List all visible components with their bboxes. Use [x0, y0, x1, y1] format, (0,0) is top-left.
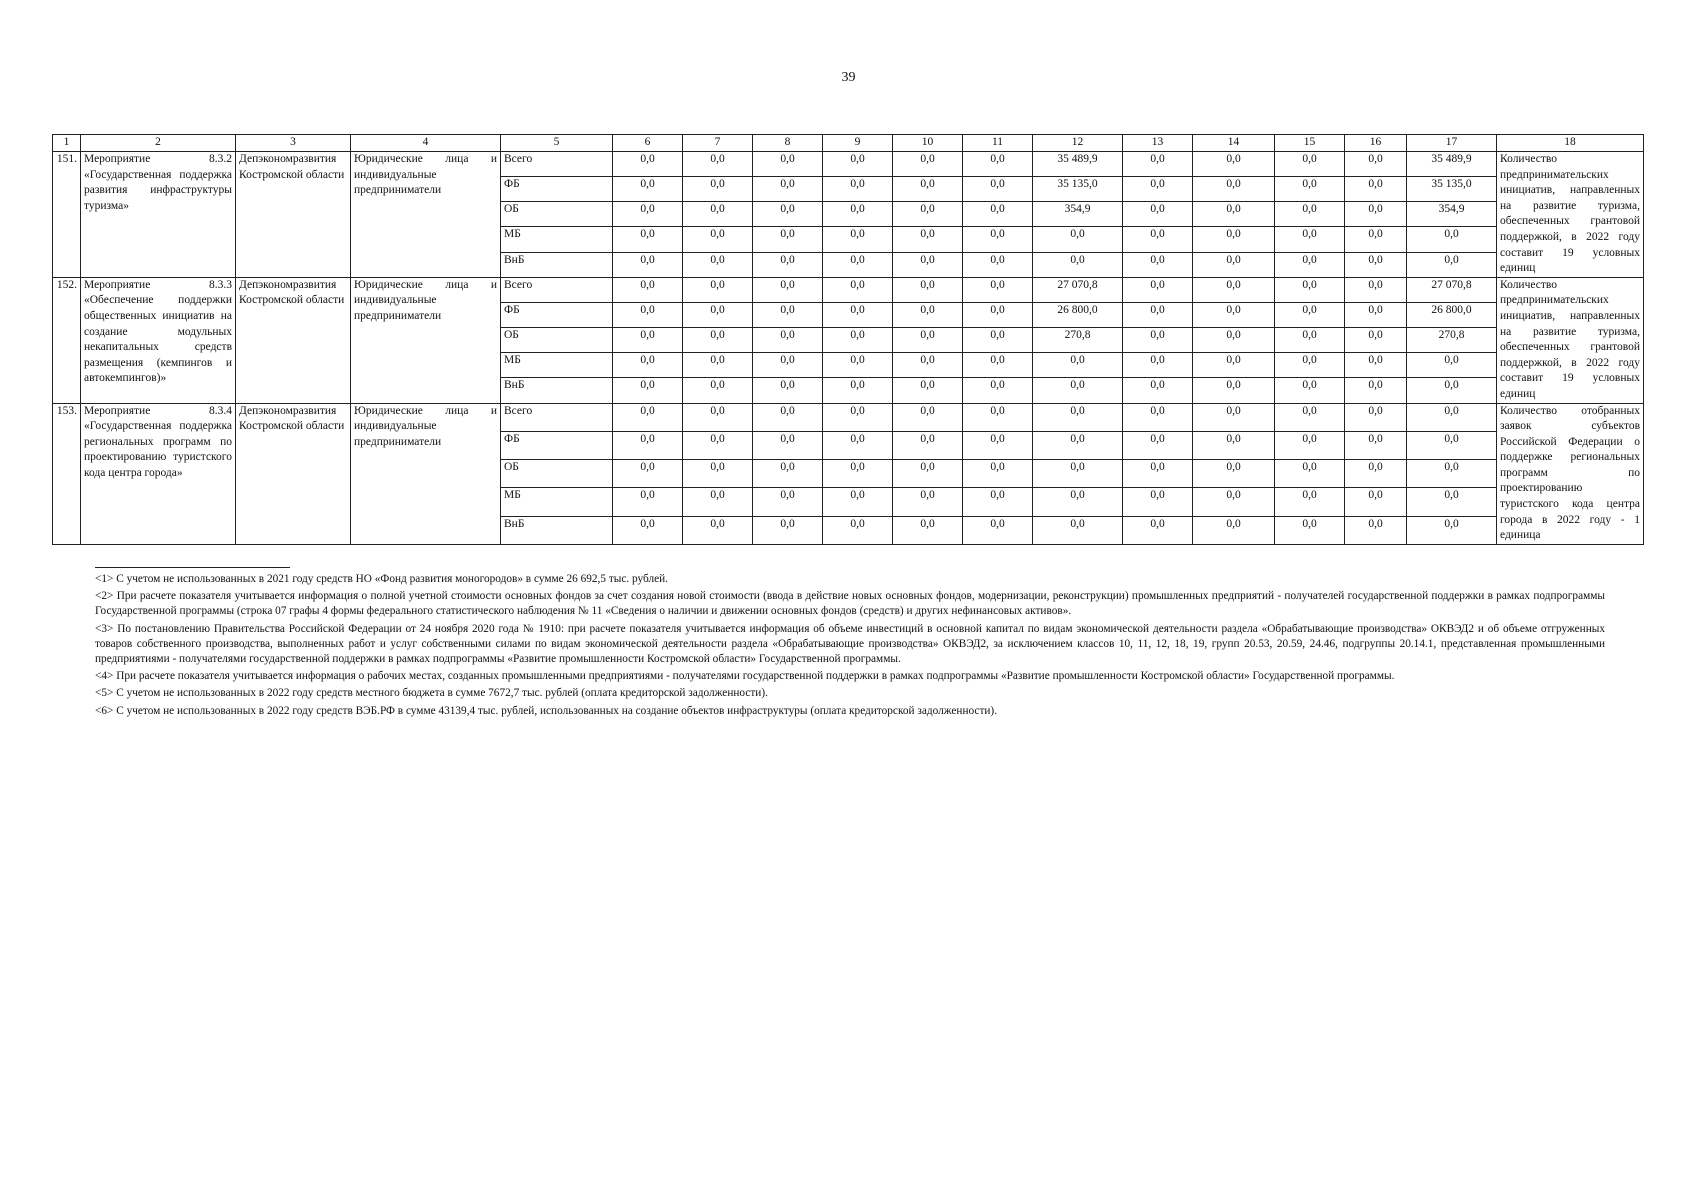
value-cell: 0,0	[613, 488, 683, 516]
value-cell: 0,0	[893, 152, 963, 177]
funding-source: ОБ	[501, 460, 613, 488]
value-cell: 0,0	[753, 431, 823, 459]
table-body	[53, 152, 1644, 545]
funding-source: ОБ	[501, 328, 613, 353]
header-row	[53, 135, 1644, 152]
value-cell: 0,0	[613, 328, 683, 353]
value-cell: 0,0	[753, 516, 823, 544]
funding-source: МБ	[501, 227, 613, 252]
value-cell: 0,0	[823, 378, 893, 403]
value-cell: 35 135,0	[1033, 177, 1123, 202]
value-cell: 0,0	[1193, 378, 1275, 403]
value-cell: 0,0	[613, 302, 683, 327]
footnote: <2> При расчете показателя учитывается информация о полной учетной стоимости основных фондов за счет создания новой стоимости (ввода в действие новых основных фондов, модернизации, реконструкции) промышленных предприятий - получателей государственной поддержки в рамках подпрограммы Государственной программы (строка 07 графы 4 формы федерального статистического наблюдения № 11 «Сведения о наличии и движении основных фондов (средств) и других нефинансовых активов».	[95, 590, 1605, 618]
value-cell: 0,0	[1033, 353, 1123, 378]
value-cell: 0,0	[1123, 403, 1193, 431]
footnotes	[95, 567, 1605, 721]
value-cell: 0,0	[963, 353, 1033, 378]
value-cell: 0,0	[1193, 152, 1275, 177]
value-cell: 0,0	[893, 277, 963, 302]
footnote: <1> С учетом не использованных в 2021 году средств НО «Фонд развития моногородов» в сумме 26 692,5 тыс. рублей.	[95, 573, 668, 585]
value-cell: 35 489,9	[1033, 152, 1123, 177]
table-row	[53, 152, 1644, 177]
column-header: 18	[1497, 135, 1644, 152]
column-header: 8	[753, 135, 823, 152]
value-cell: 0,0	[823, 302, 893, 327]
value-cell: 0,0	[613, 431, 683, 459]
value-cell: 0,0	[823, 460, 893, 488]
value-cell: 0,0	[1345, 202, 1407, 227]
value-cell: 270,8	[1407, 328, 1497, 353]
column-header: 16	[1345, 135, 1407, 152]
footnote: <5> С учетом не использованных в 2022 году средств местного бюджета в сумме 7672,7 тыс. рублей (оплата кредиторской задолженности).	[95, 687, 768, 700]
value-cell: 0,0	[1275, 302, 1345, 327]
value-cell: 0,0	[1123, 378, 1193, 403]
funding-source: Всего	[501, 152, 613, 177]
event-name: Мероприятие 8.3.2 «Государственная поддержка развития инфраструктуры туризма»	[81, 152, 236, 278]
value-cell: 0,0	[963, 488, 1033, 516]
value-cell: 0,0	[683, 378, 753, 403]
participants: Юридические лица и индивидуальные предприниматели	[351, 152, 501, 278]
value-cell: 0,0	[683, 152, 753, 177]
table-row	[53, 277, 1644, 302]
funding-source: Всего	[501, 403, 613, 431]
funding-source: МБ	[501, 353, 613, 378]
value-cell: 0,0	[1123, 302, 1193, 327]
value-cell: 354,9	[1407, 202, 1497, 227]
value-cell: 0,0	[1033, 227, 1123, 252]
funding-source: ФБ	[501, 302, 613, 327]
value-cell: 0,0	[1407, 378, 1497, 403]
value-cell: 0,0	[613, 252, 683, 277]
target-indicator: Количество предпринимательских инициатив, направленных на развитие туризма, обеспеченных грантовой поддержкой, в 2022 году составит 19 условных единиц	[1497, 277, 1644, 403]
funding-source: ФБ	[501, 177, 613, 202]
value-cell: 0,0	[1123, 152, 1193, 177]
value-cell: 0,0	[1275, 328, 1345, 353]
value-cell: 35 135,0	[1407, 177, 1497, 202]
value-cell: 0,0	[963, 516, 1033, 544]
value-cell: 0,0	[1033, 252, 1123, 277]
value-cell: 0,0	[1345, 227, 1407, 252]
value-cell: 0,0	[683, 202, 753, 227]
footnote: <6> С учетом не использованных в 2022 году средств ВЭБ.РФ в сумме 43139,4 тыс. рублей, использованных на создание объектов инфраструктуры (оплата кредиторской задолженности).	[95, 704, 998, 717]
table-row	[53, 403, 1644, 431]
value-cell: 0,0	[1275, 460, 1345, 488]
event-name: Мероприятие 8.3.3 «Обеспечение поддержки общественных инициатив на создание модульных некапитальных средств размещения (кемпингов и автокемпингов)»	[81, 277, 236, 403]
value-cell: 0,0	[1123, 431, 1193, 459]
value-cell: 0,0	[1275, 202, 1345, 227]
value-cell: 0,0	[1193, 177, 1275, 202]
value-cell: 0,0	[1193, 328, 1275, 353]
value-cell: 0,0	[823, 252, 893, 277]
value-cell: 0,0	[1193, 202, 1275, 227]
value-cell: 0,0	[1345, 431, 1407, 459]
value-cell: 0,0	[823, 328, 893, 353]
program-table-wrap	[52, 134, 1643, 545]
value-cell: 0,0	[893, 252, 963, 277]
value-cell: 0,0	[753, 403, 823, 431]
value-cell: 0,0	[823, 202, 893, 227]
value-cell: 0,0	[823, 488, 893, 516]
value-cell: 35 489,9	[1407, 152, 1497, 177]
value-cell: 0,0	[1033, 403, 1123, 431]
event-name: Мероприятие 8.3.4 «Государственная поддержка региональных программ по проектированию туристского кода центра города»	[81, 403, 236, 544]
footnote: <3> По постановлению Правительства Российской Федерации от 24 ноября 2020 года № 1910: при расчете показателя учитывается информация об объеме инвестиций в основной капитал по видам экономической деятельности раздела «Обрабатывающие производства» ОКВЭД2 и об объеме отгруженных товаров собственного производства, выполненных работ и услуг собственными силами по видам экономической деятельности раздела «Обрабатывающие производства» ОКВЭД2, за исключением классов 10, 11, 12, 18, 19, групп 20.53, 20.59, 24.46, подгруппы 20.14.1, представленная промышленными предприятиями - получателями государственной поддержки в рамках подпрограммы «Развитие промышленности Костромской области» Государственной программы.	[95, 622, 1605, 666]
value-cell: 0,0	[1193, 252, 1275, 277]
value-cell: 0,0	[683, 252, 753, 277]
value-cell: 0,0	[753, 152, 823, 177]
value-cell: 0,0	[683, 403, 753, 431]
value-cell: 0,0	[1123, 177, 1193, 202]
value-cell: 0,0	[683, 328, 753, 353]
value-cell: 0,0	[893, 202, 963, 227]
column-header: 3	[236, 135, 351, 152]
value-cell: 0,0	[1345, 378, 1407, 403]
row-number: 153.	[53, 403, 81, 544]
value-cell: 0,0	[1275, 378, 1345, 403]
column-header: 6	[613, 135, 683, 152]
value-cell: 0,0	[753, 302, 823, 327]
column-header: 2	[81, 135, 236, 152]
value-cell: 27 070,8	[1033, 277, 1123, 302]
value-cell: 0,0	[1123, 202, 1193, 227]
value-cell: 0,0	[753, 328, 823, 353]
participants: Юридические лица и индивидуальные предприниматели	[351, 277, 501, 403]
value-cell: 0,0	[823, 403, 893, 431]
value-cell: 0,0	[1275, 403, 1345, 431]
value-cell: 0,0	[1193, 227, 1275, 252]
value-cell: 0,0	[1193, 488, 1275, 516]
target-indicator: Количество отобранных заявок субъектов Российской Федерации о поддержке региональных программ по проектированию туристского кода центра города в 2022 году - 1 единица	[1497, 403, 1644, 544]
value-cell: 0,0	[1275, 177, 1345, 202]
value-cell: 0,0	[963, 202, 1033, 227]
footnote-rule	[95, 567, 290, 568]
value-cell: 0,0	[753, 177, 823, 202]
value-cell: 0,0	[823, 431, 893, 459]
value-cell: 0,0	[613, 460, 683, 488]
value-cell: 0,0	[963, 277, 1033, 302]
participants: Юридические лица и индивидуальные предприниматели	[351, 403, 501, 544]
value-cell: 0,0	[1345, 460, 1407, 488]
value-cell: 0,0	[1345, 328, 1407, 353]
value-cell: 0,0	[1123, 277, 1193, 302]
value-cell: 0,0	[893, 227, 963, 252]
value-cell: 0,0	[1193, 431, 1275, 459]
footnote: <4> При расчете показателя учитывается информация о рабочих местах, созданных промышленными предприятиями - получателями государственной поддержки в рамках подпрограммы «Развитие промышленности Костромской области» Государственной программы.	[95, 670, 1395, 683]
value-cell: 0,0	[963, 403, 1033, 431]
value-cell: 354,9	[1033, 202, 1123, 227]
value-cell: 0,0	[893, 177, 963, 202]
value-cell: 0,0	[1193, 403, 1275, 431]
value-cell: 0,0	[683, 302, 753, 327]
value-cell: 0,0	[753, 227, 823, 252]
value-cell: 0,0	[613, 378, 683, 403]
value-cell: 0,0	[1033, 460, 1123, 488]
column-header: 12	[1033, 135, 1123, 152]
value-cell: 0,0	[753, 202, 823, 227]
value-cell: 0,0	[1345, 353, 1407, 378]
value-cell: 0,0	[1193, 302, 1275, 327]
value-cell: 0,0	[753, 460, 823, 488]
value-cell: 0,0	[1407, 353, 1497, 378]
executor: Депэкономразвития Костромской области	[236, 403, 351, 544]
value-cell: 0,0	[1275, 488, 1345, 516]
column-header: 17	[1407, 135, 1497, 152]
value-cell: 0,0	[1033, 378, 1123, 403]
value-cell: 0,0	[823, 277, 893, 302]
value-cell: 26 800,0	[1407, 302, 1497, 327]
column-header: 13	[1123, 135, 1193, 152]
value-cell: 0,0	[683, 488, 753, 516]
value-cell: 0,0	[1193, 516, 1275, 544]
value-cell: 0,0	[963, 152, 1033, 177]
value-cell: 0,0	[613, 177, 683, 202]
value-cell: 0,0	[963, 177, 1033, 202]
value-cell: 0,0	[1123, 516, 1193, 544]
value-cell: 0,0	[823, 152, 893, 177]
funding-source: ФБ	[501, 431, 613, 459]
value-cell: 0,0	[1407, 488, 1497, 516]
value-cell: 0,0	[1345, 403, 1407, 431]
column-header: 14	[1193, 135, 1275, 152]
value-cell: 0,0	[1407, 516, 1497, 544]
value-cell: 0,0	[893, 328, 963, 353]
value-cell: 0,0	[613, 403, 683, 431]
value-cell: 0,0	[1345, 516, 1407, 544]
row-number: 152.	[53, 277, 81, 403]
value-cell: 0,0	[1275, 516, 1345, 544]
executor: Депэкономразвития Костромской области	[236, 152, 351, 278]
value-cell: 0,0	[683, 353, 753, 378]
value-cell: 0,0	[893, 431, 963, 459]
value-cell: 0,0	[1275, 227, 1345, 252]
value-cell: 0,0	[613, 152, 683, 177]
value-cell: 0,0	[1033, 516, 1123, 544]
value-cell: 0,0	[613, 227, 683, 252]
value-cell: 0,0	[613, 202, 683, 227]
table-header	[53, 135, 1644, 152]
value-cell: 0,0	[683, 177, 753, 202]
value-cell: 0,0	[1123, 227, 1193, 252]
value-cell: 0,0	[613, 353, 683, 378]
value-cell: 0,0	[1193, 277, 1275, 302]
value-cell: 0,0	[893, 460, 963, 488]
value-cell: 0,0	[893, 488, 963, 516]
page-number: 39	[841, 70, 856, 85]
value-cell: 0,0	[1193, 460, 1275, 488]
column-header: 5	[501, 135, 613, 152]
value-cell: 0,0	[823, 353, 893, 378]
value-cell: 0,0	[963, 460, 1033, 488]
value-cell: 0,0	[1345, 277, 1407, 302]
value-cell: 0,0	[683, 460, 753, 488]
value-cell: 0,0	[1033, 488, 1123, 516]
value-cell: 0,0	[753, 277, 823, 302]
value-cell: 0,0	[1345, 488, 1407, 516]
value-cell: 0,0	[1407, 460, 1497, 488]
column-header: 4	[351, 135, 501, 152]
value-cell: 0,0	[683, 227, 753, 252]
value-cell: 0,0	[823, 227, 893, 252]
value-cell: 0,0	[893, 378, 963, 403]
column-header: 10	[893, 135, 963, 152]
value-cell: 0,0	[683, 431, 753, 459]
value-cell: 0,0	[823, 516, 893, 544]
value-cell: 0,0	[753, 378, 823, 403]
column-header: 11	[963, 135, 1033, 152]
value-cell: 0,0	[1275, 277, 1345, 302]
value-cell: 0,0	[753, 488, 823, 516]
column-header: 7	[683, 135, 753, 152]
value-cell: 270,8	[1033, 328, 1123, 353]
value-cell: 0,0	[613, 277, 683, 302]
funding-source: МБ	[501, 488, 613, 516]
value-cell: 0,0	[1345, 252, 1407, 277]
value-cell: 0,0	[1123, 460, 1193, 488]
funding-source: ВнБ	[501, 252, 613, 277]
target-indicator: Количество предпринимательских инициатив, направленных на развитие туризма, обеспеченных грантовой поддержкой, в 2022 году составит 19 условных единиц	[1497, 152, 1644, 278]
value-cell: 0,0	[1345, 302, 1407, 327]
value-cell: 0,0	[613, 516, 683, 544]
column-header: 9	[823, 135, 893, 152]
value-cell: 27 070,8	[1407, 277, 1497, 302]
value-cell: 0,0	[1123, 353, 1193, 378]
footnote-list	[95, 572, 1605, 719]
column-header: 1	[53, 135, 81, 152]
value-cell: 0,0	[893, 353, 963, 378]
value-cell: 0,0	[753, 353, 823, 378]
value-cell: 0,0	[683, 516, 753, 544]
funding-source: ОБ	[501, 202, 613, 227]
value-cell: 0,0	[753, 252, 823, 277]
value-cell: 26 800,0	[1033, 302, 1123, 327]
value-cell: 0,0	[1275, 353, 1345, 378]
value-cell: 0,0	[1407, 403, 1497, 431]
value-cell: 0,0	[1275, 152, 1345, 177]
row-number: 151.	[53, 152, 81, 278]
value-cell: 0,0	[963, 431, 1033, 459]
value-cell: 0,0	[683, 277, 753, 302]
value-cell: 0,0	[1407, 227, 1497, 252]
funding-source: ВнБ	[501, 516, 613, 544]
value-cell: 0,0	[1345, 152, 1407, 177]
program-table	[52, 134, 1644, 545]
funding-source: ВнБ	[501, 378, 613, 403]
value-cell: 0,0	[963, 302, 1033, 327]
value-cell: 0,0	[823, 177, 893, 202]
value-cell: 0,0	[893, 516, 963, 544]
value-cell: 0,0	[963, 328, 1033, 353]
value-cell: 0,0	[1123, 328, 1193, 353]
value-cell: 0,0	[963, 227, 1033, 252]
value-cell: 0,0	[893, 403, 963, 431]
value-cell: 0,0	[893, 302, 963, 327]
column-header: 15	[1275, 135, 1345, 152]
value-cell: 0,0	[1033, 431, 1123, 459]
value-cell: 0,0	[963, 378, 1033, 403]
executor: Депэкономразвития Костромской области	[236, 277, 351, 403]
value-cell: 0,0	[1407, 431, 1497, 459]
value-cell: 0,0	[1275, 252, 1345, 277]
value-cell: 0,0	[1123, 252, 1193, 277]
value-cell: 0,0	[1275, 431, 1345, 459]
funding-source: Всего	[501, 277, 613, 302]
value-cell: 0,0	[1345, 177, 1407, 202]
value-cell: 0,0	[1123, 488, 1193, 516]
value-cell: 0,0	[963, 252, 1033, 277]
value-cell: 0,0	[1407, 252, 1497, 277]
value-cell: 0,0	[1193, 353, 1275, 378]
